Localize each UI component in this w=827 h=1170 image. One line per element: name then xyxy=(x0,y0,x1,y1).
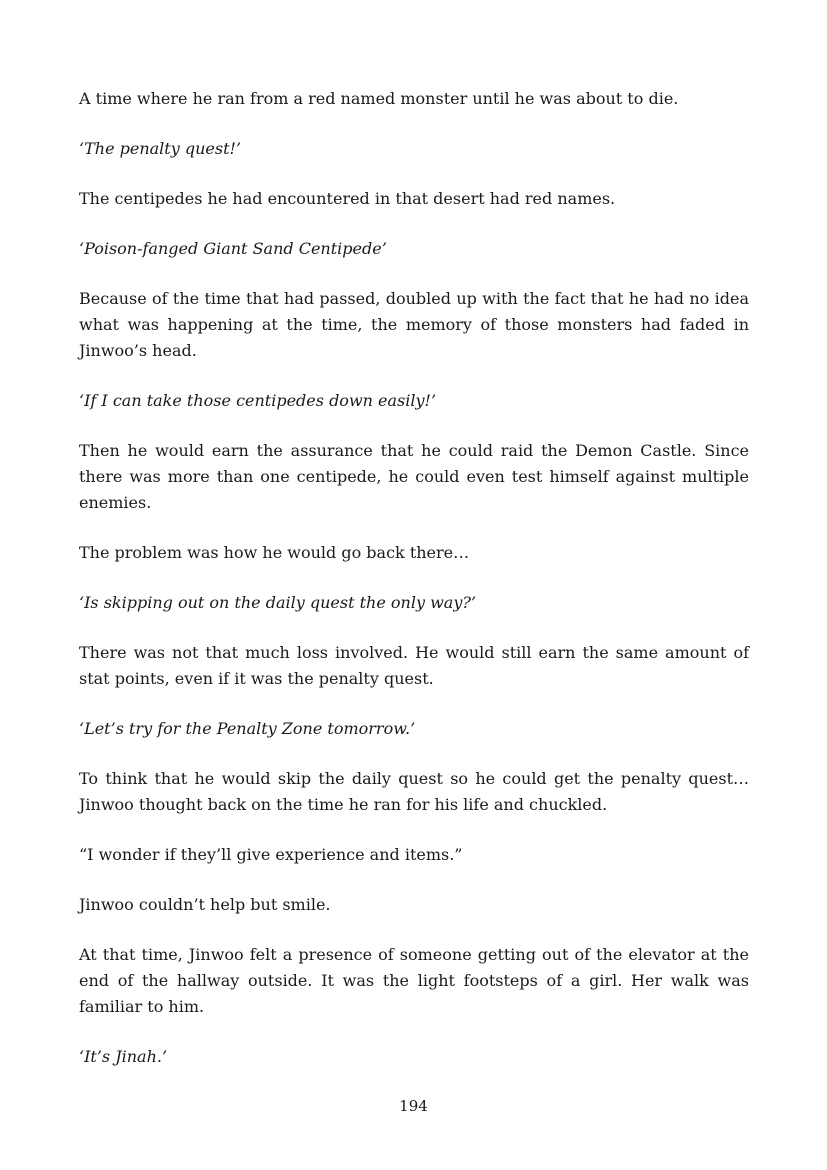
paragraph: “I wonder if they’ll give experience and items.” xyxy=(79,845,463,864)
page-number: 194 xyxy=(399,1097,428,1115)
paragraph: ‘It’s Jinah.’ xyxy=(79,1047,168,1066)
paragraph: Then he would earn the assurance that he could raid the Demon Castle. Since there was more than one centipede, he could even test himself against multiple enemies. xyxy=(79,441,749,512)
paragraph: Jinwoo couldn’t help but smile. xyxy=(79,895,331,914)
paragraph: To think that he would skip the daily quest so he could get the penalty quest… Jinwoo thought back on the time he ran for his life and chuckled. xyxy=(79,769,749,814)
paragraph: ‘Let’s try for the Penalty Zone tomorrow.’ xyxy=(79,719,416,738)
paragraph: ‘Is skipping out on the daily quest the only way?’ xyxy=(79,593,477,612)
paragraph: The centipedes he had encountered in that desert had red names. xyxy=(79,189,616,208)
paragraph: Because of the time that had passed, doubled up with the fact that he had no idea what was happening at the time, the memory of those monsters had faded in Jinwoo’s head. xyxy=(79,289,749,360)
paragraph: At that time, Jinwoo felt a presence of someone getting out of the elevator at the end of the hallway outside. It was the light footsteps of a girl. Her walk was familiar to him. xyxy=(79,945,749,1016)
paragraph: A time where he ran from a red named monster until he was about to die. xyxy=(79,89,679,108)
paragraph: ‘Poison-fanged Giant Sand Centipede’ xyxy=(79,239,387,258)
paragraph: There was not that much loss involved. He would still earn the same amount of stat points, even if it was the penalty quest. xyxy=(79,643,749,688)
paragraph: ‘The penalty quest!’ xyxy=(79,139,242,158)
paragraph: ‘If I can take those centipedes down easily!’ xyxy=(79,391,437,410)
page-body xyxy=(79,86,749,1094)
paragraph: The problem was how he would go back there… xyxy=(79,543,470,562)
